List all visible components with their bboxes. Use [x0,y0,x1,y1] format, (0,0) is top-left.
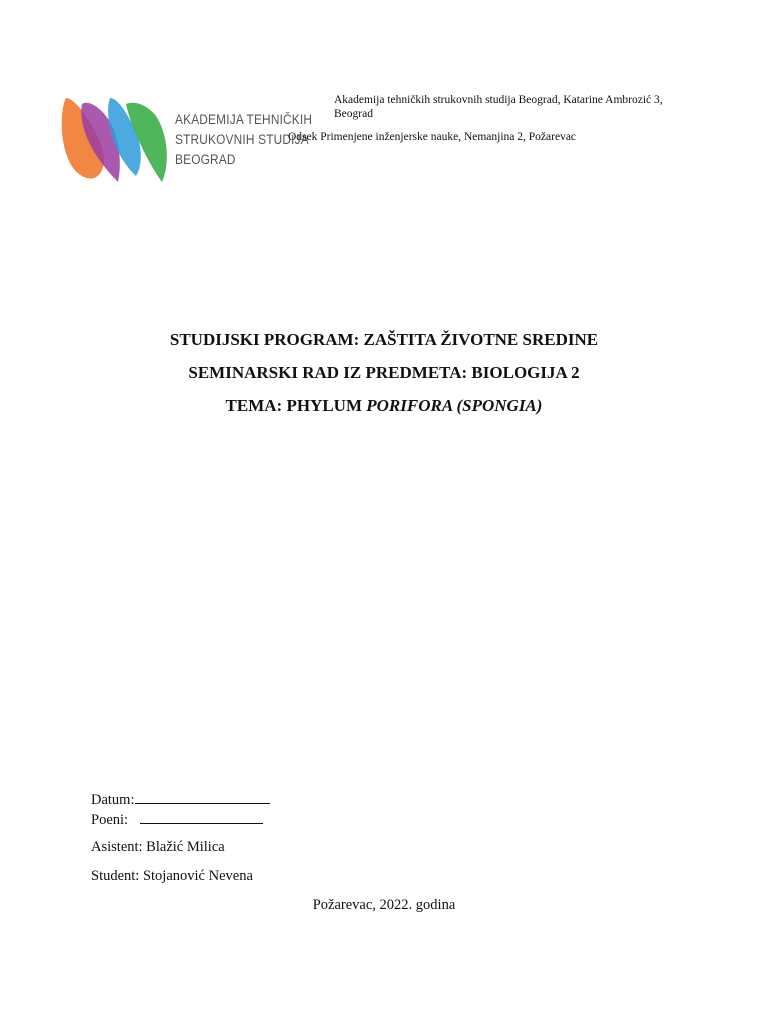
poeni-field [91,809,263,829]
datum-label: Datum: [91,792,135,808]
topic-prefix: TEMA: PHYLUM [225,396,367,415]
asistent-line: Asistent: Blažić Milica [91,839,225,855]
logo-line: AKADEMIJA TEHNIČKIH [175,112,313,127]
poeni-label: Poeni: [91,812,129,828]
address-line-1: Akademija tehničkih strukovnih studija Beograd, Katarine Ambrozić 3, [334,94,663,106]
datum-blank-line [135,789,270,804]
place-date: Požarevac, 2022. godina [312,897,456,913]
poeni-blank-line [140,809,263,824]
student-line: Student: Stojanović Nevena [91,868,253,884]
datum-field [91,789,270,809]
logo-mark-icon [60,94,180,186]
seminar-title: SEMINARSKI RAD IZ PREDMETA: BIOLOGIJA 2 [188,363,580,382]
logo-line: BEOGRAD [175,152,236,167]
address-line-2: Beograd [334,108,373,120]
topic-italic: PORIFORA (SPONGIA) [366,396,543,415]
department-line: Odsek Primenjene inženjerske nauke, Nemanjina 2, Požarevac [288,131,577,143]
program-title: STUDIJSKI PROGRAM: ZAŠTITA ŽIVOTNE SREDINE [169,330,599,349]
logo-line: STRUKOVNIH STUDIJA [175,132,309,147]
title-block [0,330,768,429]
topic-title [0,396,768,416]
